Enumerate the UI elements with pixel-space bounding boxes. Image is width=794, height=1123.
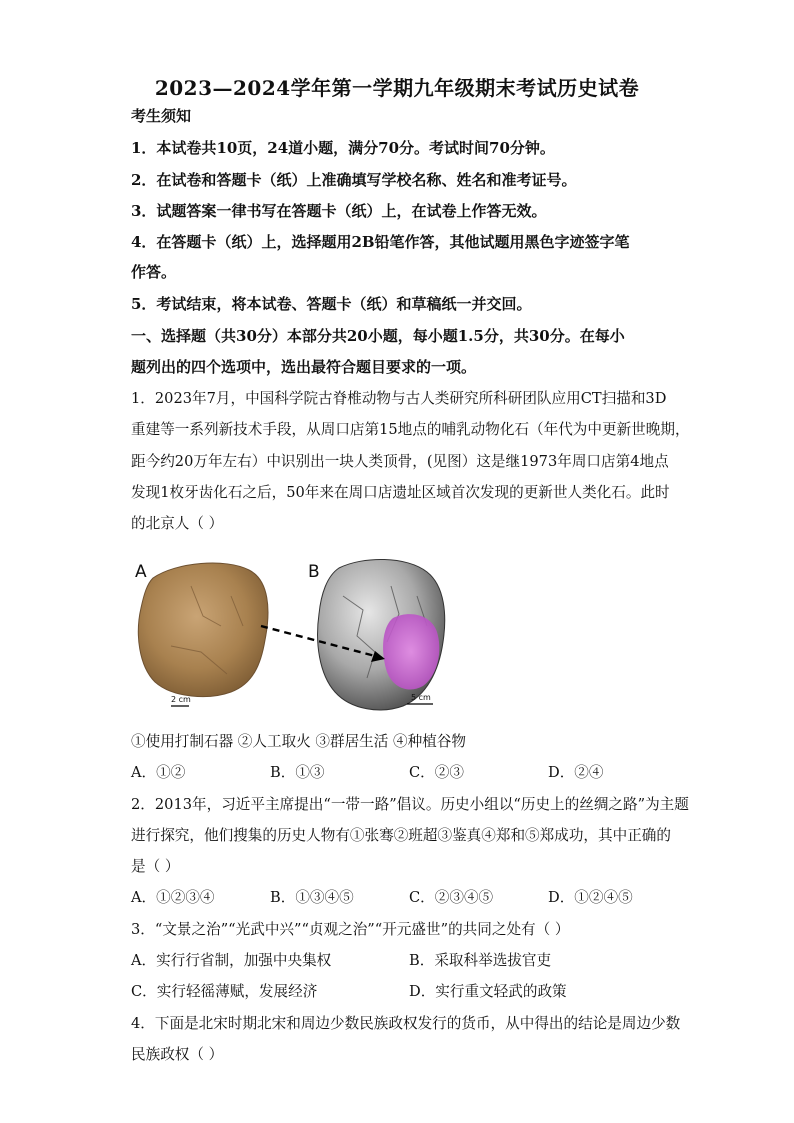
notice-4-cont: 作答。 [131,263,177,281]
q2-option-c: C．②③④⑤ [409,889,494,906]
q1-line-4: 发现1枚牙齿化石之后，50年来在周口店遗址区域首次发现的更新世人类化石。此时 [131,484,670,501]
notice-3: 3．试题答案一律书写在答题卡（纸）上，在试卷上作答无效。 [131,202,547,220]
q4-line-1: 4．下面是北宋时期北宋和周边少数民族政权发行的货币，从中得出的结论是周边少数 [131,1015,681,1032]
scale-b: 5 cm [411,693,431,702]
q1-line-5: 的北京人（ ） [131,515,224,532]
notice-1: 1．本试卷共10页，24道小题，满分70分。考试时间70分钟。 [131,139,555,157]
page-title: 2023—2024学年第一学期九年级期末考试历史试卷 [154,76,640,100]
q1-option-a: A．①② [131,764,186,781]
fossil-figure [131,556,451,716]
q1-statements: ①使用打制石器 ②人工取火 ③群居生活 ④种植谷物 [131,733,466,750]
q2-option-a: A．①②③④ [131,889,215,906]
q1-option-d: D．②④ [548,764,604,781]
figure-label-a: A [135,562,147,582]
notice-2: 2．在试卷和答题卡（纸）上准确填写学校名称、姓名和准考证号。 [131,171,577,189]
q1-option-b: B．①③ [270,764,325,781]
q3-line: 3．“文景之治”“光武中兴”“贞观之治”“开元盛世”的共同之处有（ ） [131,921,570,938]
notice-4: 4．在答题卡（纸）上，选择题用2B铅笔作答，其他试题用黑色字迹签字笔 [131,233,630,251]
q2-line-2: 进行探究，他们搜集的历史人物有①张骞②班超③鉴真④郑和⑤郑成功，其中正确的 [131,827,671,844]
q2-option-d: D．①②④⑤ [548,889,633,906]
q2-option-b: B．①③④⑤ [270,889,354,906]
notice-5: 5．考试结束，将本试卷、答题卡（纸）和草稿纸一并交回。 [131,295,532,313]
section-1-heading-cont: 题列出的四个选项中，选出最符合题目要求的一项。 [131,358,477,376]
q2-line-1: 2．2013年，习近平主席提出“一带一路”倡议。历史小组以“历史上的丝绸之路”为主题 [131,796,689,813]
q1-line-3: 距今约20万年左右）中识别出一块人类顶骨，(见图）这是继1973年周口店第4地点 [131,453,669,470]
q2-line-3: 是（ ） [131,858,180,875]
figure-label-b: B [308,562,320,582]
scale-a: 2 cm [171,695,191,704]
q1-line-2: 重建等一系列新技术手段，从周口店第15地点的哺乳动物化石（年代为中更新世晚期， [131,421,690,438]
q3-option-d: D．实行重文轻武的政策 [409,983,567,1000]
q3-option-b: B．采取科举选拔官吏 [409,952,552,969]
q4-line-2: 民族政权（ ） [131,1046,224,1063]
fossil-fragment-a [138,563,268,697]
q3-option-c: C．实行轻徭薄赋，发展经济 [131,983,318,1000]
fossil-illustration [131,556,451,716]
notice-heading: 考生须知 [131,107,192,125]
section-1-heading: 一、选择题（共30分）本部分共20小题，每小题1.5分，共30分。在每小 [131,327,625,345]
q1-line-1: 1．2023年7月，中国科学院古脊椎动物与古人类研究所科研团队应用CT扫描和3D [131,390,667,407]
q3-option-a: A．实行行省制，加强中央集权 [131,952,332,969]
q1-option-c: C．②③ [409,764,464,781]
